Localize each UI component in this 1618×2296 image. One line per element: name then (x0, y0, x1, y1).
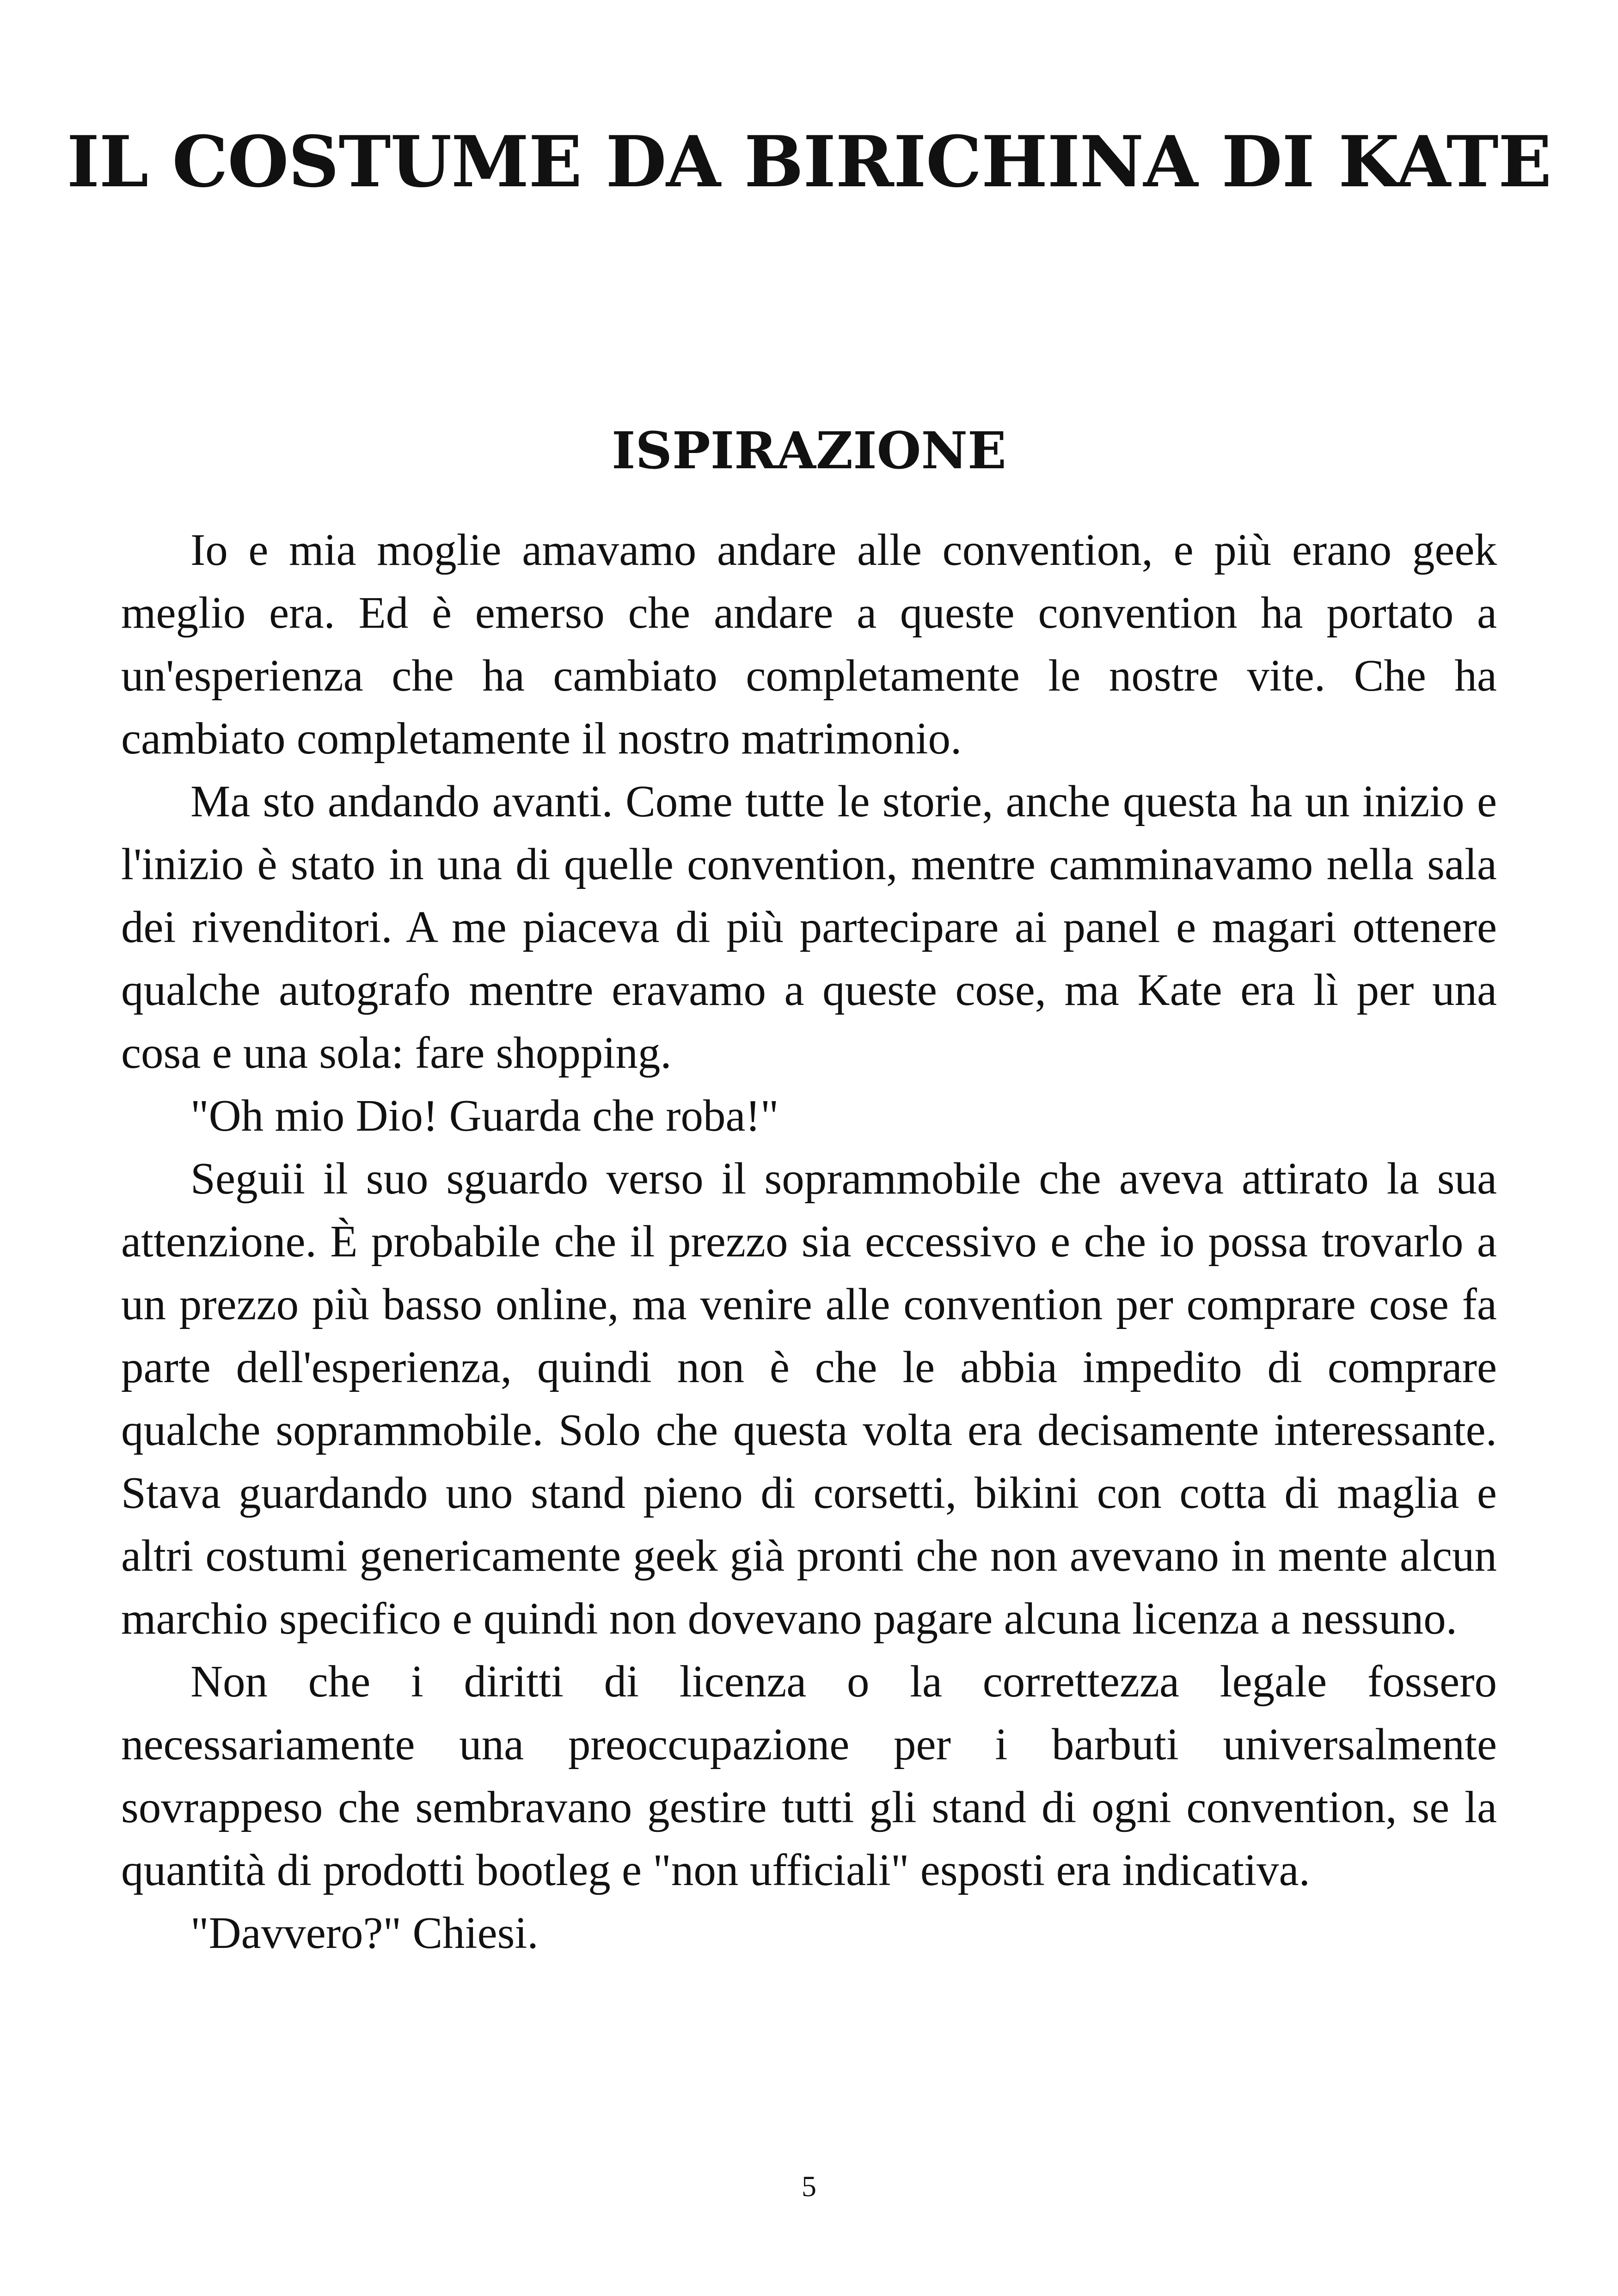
paragraph: Non che i diritti di licenza o la correttezza legale fossero necessariamente una preoccupazione per i barbuti universalmente sovrappeso che sembravano gestire tutti gli stand di ogni convention, se la quantità di prodotti bootleg e "non ufficiali" esposti era indicativa. (121, 1657, 1497, 1895)
body-text (121, 519, 1497, 1965)
paragraph: Seguii il suo sguardo verso il soprammobile che aveva attirato la sua attenzione. È probabile che il prezzo sia eccessivo e che io possa trovarlo a un prezzo più basso online, ma venire alle convention per comprare cose fa parte dell'esperienza, quindi non è che le abbia impedito di comprare qualche soprammobile. Solo che questa volta era decisamente interessante. Stava guardando uno stand pieno di corsetti, bikini con cotta di maglia e altri costumi genericamente geek già pronti che non avevano in mente alcun marchio specifico e quindi non dovevano pagare alcuna licenza a nessuno. (121, 1154, 1497, 1643)
paragraph: "Oh mio Dio! Guarda che roba!" (190, 1091, 779, 1140)
book-title: IL COSTUME DA BIRICHINA DI KATE (67, 120, 1551, 203)
page-number: 5 (802, 2170, 816, 2203)
paragraph: "Davvero?" Chiesi. (190, 1908, 539, 1958)
paragraph: Ma sto andando avanti. Come tutte le storie, anche questa ha un inizio e l'inizio è stato in una di quelle convention, mentre camminavamo nella sala dei rivenditori. A me piaceva di più partecipare ai panel e magari ottenere qualche autografo mentre eravamo a queste cose, ma Kate era lì per una cosa e una sola: fare shopping. (121, 777, 1497, 1078)
paragraph: Io e mia moglie amavamo andare alle convention, e più erano geek meglio era. Ed è emerso che andare a queste convention ha portato a un'esperienza che ha cambiato completamente le nostre vite. Che ha cambiato completamente il nostro matrimonio. (121, 525, 1497, 763)
chapter-title: ISPIRAZIONE (612, 421, 1006, 480)
